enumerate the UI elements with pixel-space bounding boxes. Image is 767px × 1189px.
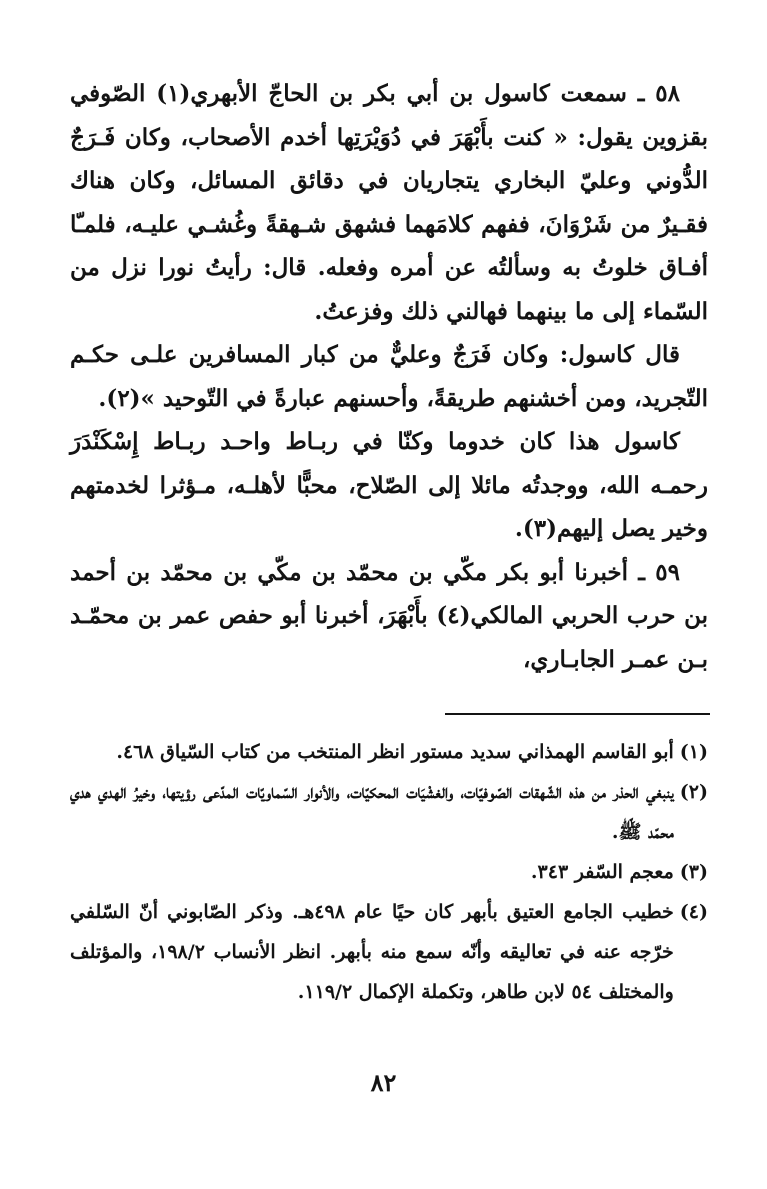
paragraph-59: ٥٩ ـ أخبرنا أبو بكر مكّي بن محمّد بن مكّي بن محمّد بن أحمد بن حرب الحربي المالكي(٤) بأَبْهَرَ، أخبرنا أبو حفص عمر بن محمّـد بـن عمـر الجابـاري، — [70, 558, 708, 673]
footnote-number: (٢) — [679, 781, 708, 803]
main-text — [70, 72, 708, 681]
footnote-text: ينبغي الحذر من هذه الشّهقات الصّوفيّات، والغشْيَات المحكيّات، والأنوار السّماويّات المدّعى رؤيتها، وخيرُ الهدي هدي محمّد ﷺ. — [70, 781, 674, 843]
footnote-separator — [445, 713, 710, 715]
paragraph-kasul-quote: قال كاسول: وكان فَرَجٌ وعليٌّ من كبار المسافرين علـى حكـم التّجريد، ومن أخشنهم طريقةً، وأحسنهم عبارةً في التّوحيد »(٢). — [70, 341, 708, 412]
footnote-text: خطيب الجامع العتيق بأبهر كان حيًا عام ٤٩٨هـ. وذكر الصّابوني أنّ السّلفي خرّجه عنه في تعاليقه وأنّه سمع منه بأبهر. انظر الأنساب ١٩٨/٢، والمؤتلف والمختلف ٥٤ لابن طاهر، وتكملة الإكمال ١١٩/٢. — [70, 901, 674, 1003]
footnote-2 — [70, 772, 708, 852]
footnote-number: (١) — [679, 741, 708, 763]
footnote-3 — [70, 852, 708, 892]
page-number: ٨٢ — [370, 1068, 397, 1097]
footnote-4 — [70, 892, 708, 1012]
footnote-text: معجم السّفر ٣٤٣. — [530, 861, 674, 883]
paragraph-kasul-note: كاسول هذا كان خدوما وكنّا في ربـاط واحـد ربـاط إِسْكَنْدَرَ رحمـه الله، ووجدتُه مائلا إلى الصّلاح، محبًّا لأهلـه، مـؤثرا لخدمتهم وخير يصل إليهم(٣). — [70, 428, 708, 542]
footnote-number: (٣) — [679, 861, 708, 883]
footnotes — [70, 732, 708, 1012]
footnote-number: (٤) — [679, 901, 708, 923]
footnote-1 — [70, 732, 708, 772]
footnote-text: أبو القاسم الهمذاني سديد مستور انظر المنتخب من كتاب السّياق ٤٦٨. — [116, 741, 674, 763]
paragraph-58: ٥٨ ـ سمعت كاسول بن أبي بكر بن الحاجّ الأبهري(١) الصّوفي بقزوين يقول: « كنت بأَبْهَرَ في دُوَيْرَتِها أخدم الأصحاب، وكان فَـرَجٌ الدُّوني وعليّ البخاري يتجاريان في دقائق المسائل، وكان هناك فقـيرٌ من شَرْوَانَ، ففهم كلامَهما فشهق شـهقةً وغُشـي عليـه، فلمـّا أفـاق خلوتُ به وسألتُه عن أمره وفعله. قال: رأيتُ نورا نزل من السّماء إلى ما بينهما فهالني ذلك وفزعتُ. — [70, 80, 708, 325]
